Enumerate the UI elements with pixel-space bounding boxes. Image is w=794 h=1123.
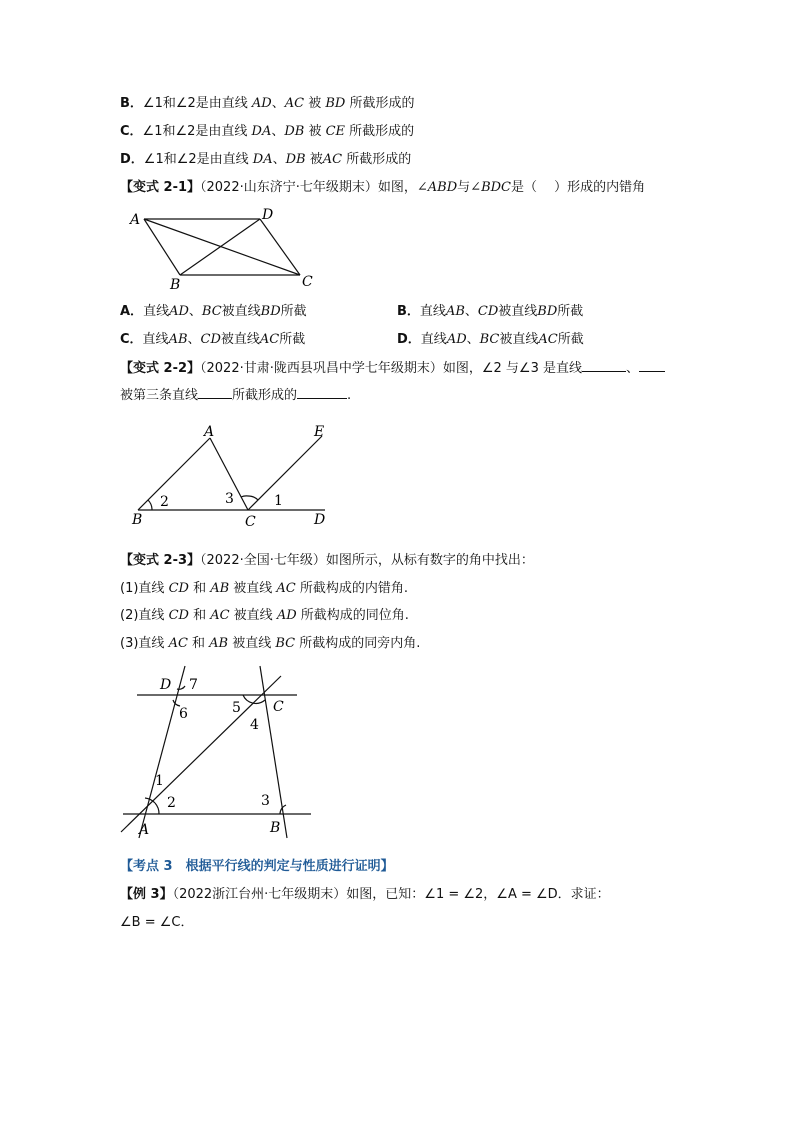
question-v22: 【变式 2-2】（2022·甘肃·陇西县巩昌中学七年级期末）如图，∠2 与∠3 是直线 、 (120, 359, 665, 378)
label-b: B (132, 512, 143, 528)
label-c: C (302, 274, 313, 290)
angle-label-2: 2 (160, 494, 169, 510)
angle-label-5: 5 (232, 700, 241, 716)
question-tag: 【例 3】 (120, 887, 173, 902)
answer-blank (582, 359, 626, 372)
angle-label-4: 4 (250, 717, 259, 733)
label-d: D (160, 677, 172, 693)
angle-label-1: 1 (274, 493, 283, 509)
figure-v21 (120, 205, 320, 295)
question-tag: 【变式 2-2】 (120, 361, 201, 376)
figure-v22 (130, 420, 340, 535)
option-b-prev: B．∠1和∠2是由直线 AD、AC 被 BD 所截形成的 (120, 96, 415, 111)
label-a: A (139, 822, 150, 838)
label-e: E (314, 424, 325, 440)
question-v23: 【变式 2-3】（2022·全国·七年级）如图所示，从标有数字的角中找出： (120, 553, 534, 568)
option-d: D．直线AD、BC被直线AC所截 (397, 332, 584, 347)
section-heading: 【考点 3 根据平行线的判定与性质进行证明】 (120, 859, 394, 874)
angle-label-7: 7 (189, 677, 198, 693)
label-b: B (270, 820, 281, 836)
angle-label-2: 2 (167, 795, 176, 811)
option-a: A．直线AD、BC被直线BD所截 (120, 304, 307, 319)
question-tag: 【变式 2-1】 (120, 180, 201, 195)
angle-label-3: 3 (261, 793, 270, 809)
label-d: D (262, 207, 274, 223)
label-c: C (273, 699, 284, 715)
answer-blank (297, 386, 347, 399)
answer-blank (198, 386, 232, 399)
label-a: A (130, 212, 141, 228)
option-d-prev: D．∠1和∠2是由直线 DA、DB 被AC 所截形成的 (120, 152, 412, 167)
angle-label-1: 1 (155, 773, 164, 789)
option-c-prev: C．∠1和∠2是由直线 DA、DB 被 CE 所截形成的 (120, 124, 415, 139)
answer-blank (639, 359, 665, 372)
example-3-line2: ∠B = ∠C． (120, 915, 194, 930)
option-b: B．直线AB、CD被直线BD所截 (397, 304, 584, 319)
example-3: 【例 3】（2022浙江台州·七年级期末）如图，已知：∠1 = ∠2，∠A = ∠D．求证： (120, 887, 610, 902)
angle-label-6: 6 (179, 706, 188, 722)
label-c: C (245, 514, 256, 530)
question-v21: 【变式 2-1】（2022·山东济宁·七年级期末）如图，∠ABD与∠BDC是（ ）形成的内错角 (120, 180, 646, 195)
label-d: D (314, 512, 326, 528)
label-a: A (204, 424, 215, 440)
question-tag: 【变式 2-3】 (120, 553, 201, 568)
label-b: B (170, 277, 181, 293)
option-c: C．直线AB、CD被直线AC所截 (120, 332, 306, 347)
question-v22-line2: 被第三条直线 所截形成的 . (120, 388, 352, 403)
angle-label-3: 3 (225, 491, 234, 507)
sub-question-2: (2)直线 CD 和 AC 被直线 AD 所截构成的同位角. (120, 608, 409, 623)
sub-question-3: (3)直线 AC 和 AB 被直线 BC 所截构成的同旁内角. (120, 636, 421, 651)
sub-question-1: (1)直线 CD 和 AB 被直线 AC 所截构成的内错角. (120, 581, 409, 596)
figure-v23 (115, 662, 325, 842)
